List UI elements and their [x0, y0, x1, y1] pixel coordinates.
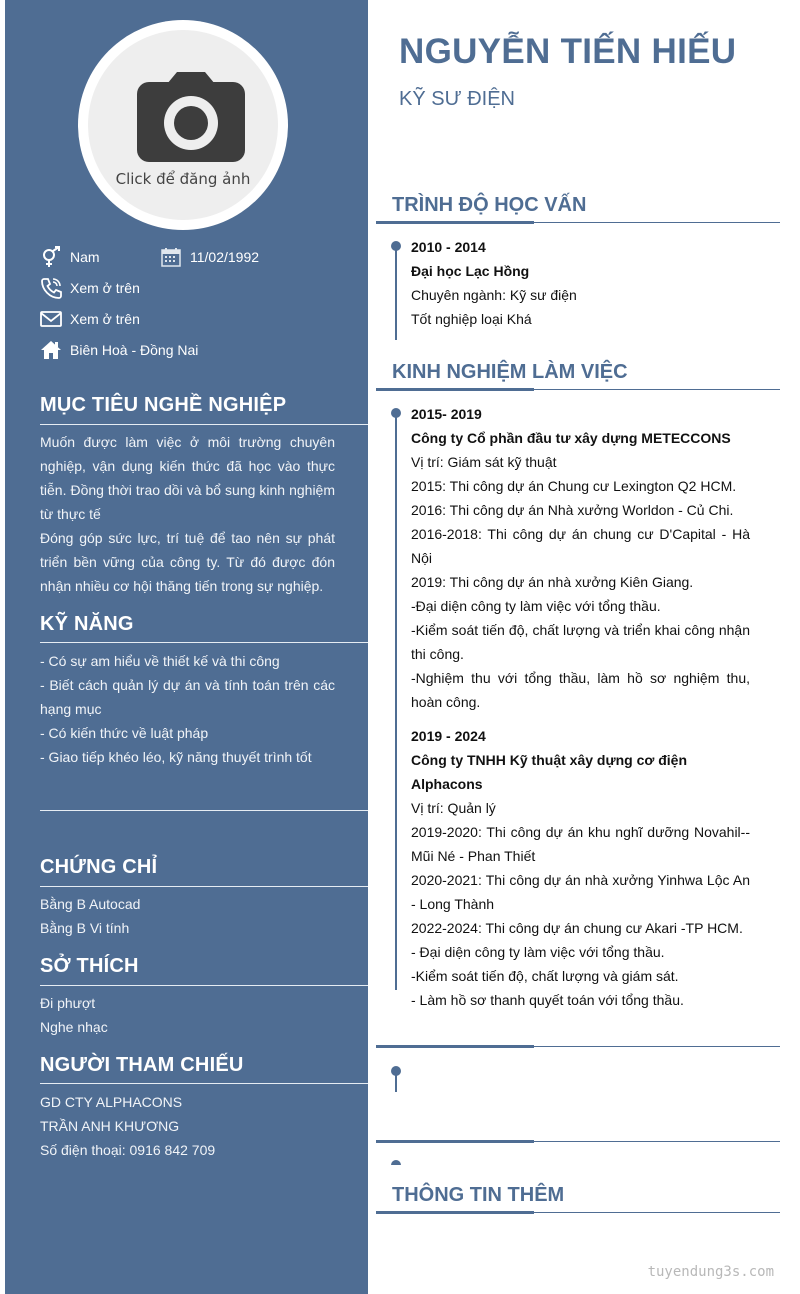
experience-entry — [411, 402, 750, 714]
certificates-list — [40, 892, 335, 940]
extra-info-divider-accent — [376, 1211, 534, 1214]
education-period: 2010 - 2014 — [411, 239, 486, 255]
birthday-value: 11/02/1992 — [190, 249, 260, 265]
education-title: TRÌNH ĐỘ HỌC VẤN — [392, 194, 587, 216]
job-detail: -Kiểm soát tiến độ, chất lượng và giám sát. — [411, 968, 679, 984]
job-detail: - Làm hồ sơ thanh quyết toán với tổng thầu. — [411, 992, 684, 1008]
objective-title: MỤC TIÊU NGHỀ NGHIỆP — [40, 394, 287, 416]
email-row — [40, 308, 140, 330]
job-detail: - Đại diện công ty làm việc với tổng thầu. — [411, 944, 665, 960]
skills-divider — [40, 642, 368, 643]
job-company: Công ty Cổ phần đầu tư xây dựng METECCONS — [411, 430, 731, 446]
certificates-divider — [40, 886, 368, 887]
education-school: Đại học Lạc Hồng — [411, 263, 530, 279]
references-divider — [40, 1083, 368, 1084]
phone-value: Xem ở trên — [70, 280, 140, 296]
gender-row — [40, 246, 100, 268]
hobbies-divider — [40, 985, 368, 986]
gender-value: Nam — [70, 249, 100, 265]
job-company: Công ty TNHH Kỹ thuật xây dựng cơ điện Alphacons — [411, 752, 687, 792]
job-detail: 2019-2020: Thi công dự án khu nghĩ dưỡng Novahil-- Mũi Né - Phan Thiết — [411, 824, 750, 864]
extra-info-title: THÔNG TIN THÊM — [392, 1184, 565, 1206]
hobbies-title: SỞ THÍCH — [40, 955, 139, 977]
avatar-placeholder[interactable] — [88, 30, 278, 220]
watermark: tuyendung3s.com — [647, 1264, 774, 1280]
certificate-item: Bằng B Vi tính — [40, 920, 130, 936]
empty-section-timeline-dot — [391, 1160, 401, 1165]
objective-paragraph: Đóng góp sức lực, trí tuệ để tao nên sự phát triển bền vững của công ty. Từ đó được đón nhận nhiều cơ hội thăng tiến trong sự nghiệp. — [40, 530, 335, 594]
upload-photo-caption[interactable]: Click để đăng ảnh — [115, 170, 251, 188]
job-detail: 2016-2018: Thi công dự án chung cư D'Capital - Hà Nội — [411, 526, 750, 566]
empty-section-divider-accent — [376, 1045, 534, 1048]
job-detail: 2020-2021: Thi công dự án nhà xưởng Yinhwa Lộc An - Long Thành — [411, 872, 750, 912]
references-title: NGƯỜI THAM CHIẾU — [40, 1054, 244, 1076]
hobby-item: Nghe nhạc — [40, 1019, 108, 1035]
job-detail: -Kiểm soát tiến độ, chất lượng và triển khai công nhận thi công. — [411, 622, 750, 662]
job-detail: Vị trí: Giám sát kỹ thuật — [411, 454, 557, 470]
objective-divider — [40, 424, 368, 425]
experience-title: KINH NGHIỆM LÀM VIỆC — [392, 361, 628, 383]
certificate-item: Bằng B Autocad — [40, 896, 141, 912]
sidebar — [5, 0, 368, 1294]
empty-section-timeline-line — [395, 1072, 397, 1092]
birthday-row — [160, 246, 259, 268]
candidate-name: NGUYỄN TIẾN HIẾU — [399, 32, 737, 71]
job-detail: 2016: Thi công dự án Nhà xưởng Worldon - Củ Chi. — [411, 502, 734, 518]
empty-section-divider-accent — [376, 1140, 534, 1143]
certificates-title: CHỨNG CHỈ — [40, 856, 158, 878]
avatar[interactable] — [78, 20, 288, 230]
job-detail: 2022-2024: Thi công dự án chung cư Akari -TP HCM. — [411, 920, 743, 936]
calendar-icon — [160, 246, 182, 268]
skills-bottom-divider — [40, 810, 368, 811]
home-icon — [40, 339, 62, 361]
camera-icon — [137, 70, 245, 162]
phone-icon — [40, 277, 62, 299]
education-divider-accent — [376, 221, 534, 224]
skills-list — [40, 649, 335, 769]
education-major: Chuyên ngành: Kỹ sư điện — [411, 287, 577, 303]
experience-timeline-line — [395, 415, 397, 990]
email-value: Xem ở trên — [70, 311, 140, 327]
hobbies-list — [40, 991, 335, 1039]
job-title: KỸ SƯ ĐIỆN — [399, 88, 515, 110]
job-period: 2019 - 2024 — [411, 728, 486, 744]
skill-item: - Biết cách quản lý dự án và tính toán trên các hạng mục — [40, 677, 335, 717]
gender-icon — [40, 246, 62, 268]
mail-icon — [40, 308, 62, 330]
education-timeline-line — [395, 248, 397, 340]
job-detail: 2015: Thi công dự án Chung cư Lexington Q2 HCM. — [411, 478, 737, 494]
skill-item: - Có kiến thức về luật pháp — [40, 725, 209, 741]
job-detail: -Nghiệm thu với tổng thầu, làm hồ sơ nghiệm thu, hoàn công. — [411, 670, 750, 710]
education-entry — [411, 235, 750, 331]
skill-item: - Có sự am hiểu về thiết kế và thi công — [40, 653, 280, 669]
experience-entry — [411, 724, 750, 1012]
job-detail: -Đại diện công ty làm việc với tổng thầu. — [411, 598, 661, 614]
job-detail: Vị trí: Quản lý — [411, 800, 496, 816]
objective-text — [40, 430, 335, 598]
education-result: Tốt nghiệp loại Khá — [411, 311, 532, 327]
phone-row — [40, 277, 140, 299]
skill-item: - Giao tiếp khéo léo, kỹ năng thuyết trình tốt — [40, 749, 312, 765]
reference-item: TRẦN ANH KHƯƠNG — [40, 1118, 180, 1134]
hobby-item: Đi phượt — [40, 995, 96, 1011]
address-row — [40, 339, 198, 361]
skills-title: KỸ NĂNG — [40, 613, 134, 635]
address-value: Biên Hoà - Đồng Nai — [70, 342, 199, 358]
job-period: 2015- 2019 — [411, 406, 482, 422]
references-list — [40, 1090, 335, 1162]
job-detail: 2019: Thi công dự án nhà xưởng Kiên Giang. — [411, 574, 694, 590]
objective-paragraph: Muốn được làm việc ở môi trường chuyên nghiệp, vận dụng kiến thức đã học vào thực tiễn. Đồng thời trao dồi và bổ sung kinh nghiệm từ thực tế — [40, 434, 335, 522]
experience-divider-accent — [376, 388, 534, 391]
reference-item: GD CTY ALPHACONS — [40, 1094, 183, 1110]
reference-item: Số điện thoại: 0916 842 709 — [40, 1142, 216, 1158]
